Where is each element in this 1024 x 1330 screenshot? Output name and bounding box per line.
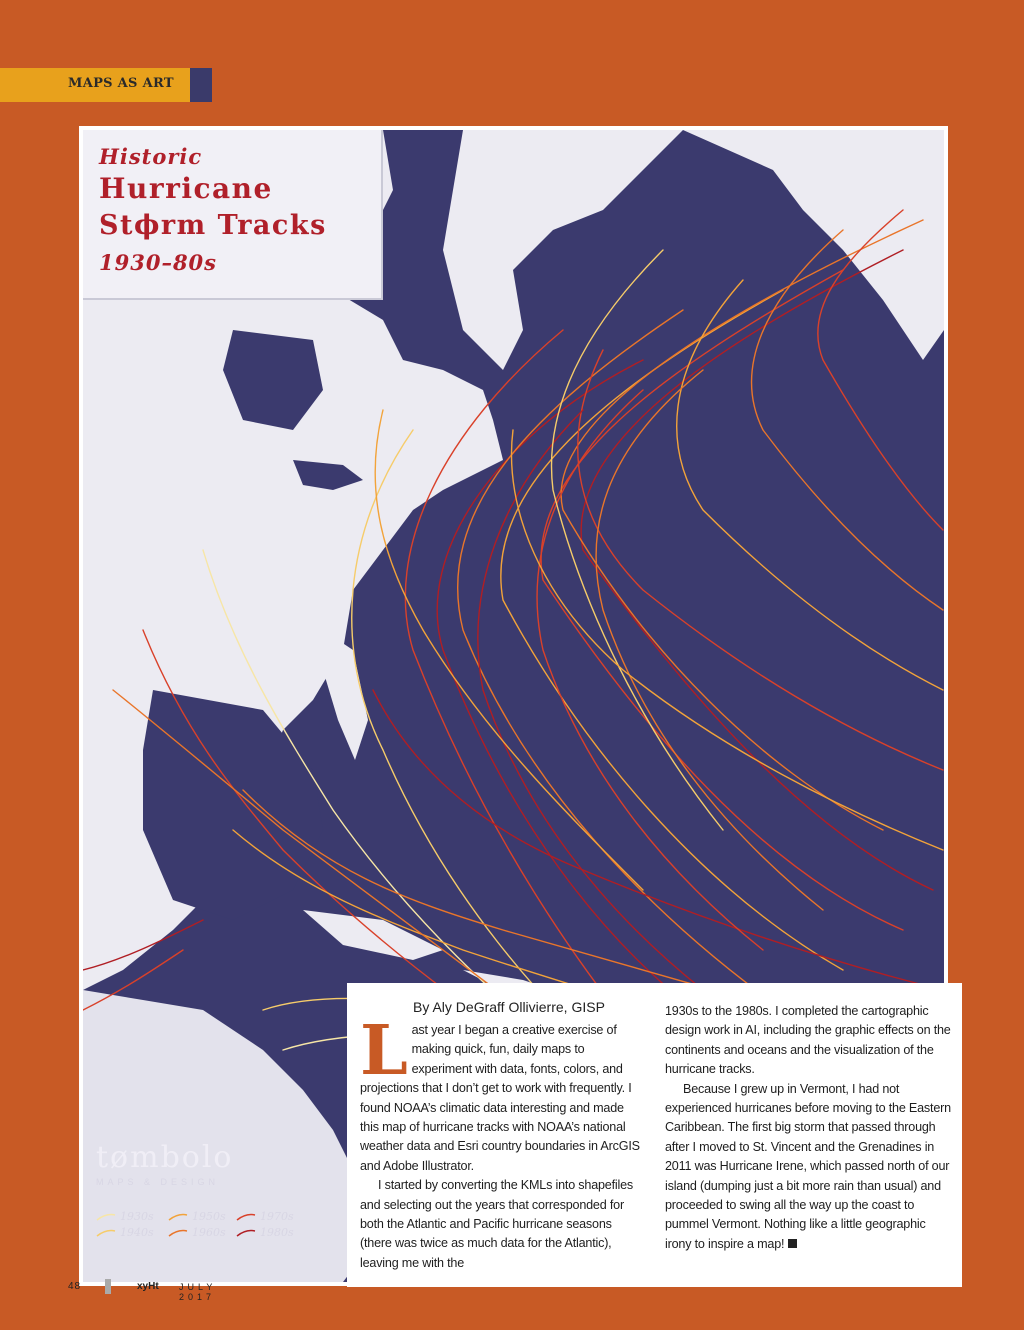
section-tag-bar <box>190 68 212 102</box>
paragraph-1 <box>360 1011 642 1176</box>
legend-item-1940s <box>96 1226 154 1239</box>
legend-item-1960s <box>168 1226 226 1239</box>
map-title-line3: Stϕrm Tracks <box>99 210 327 241</box>
legend-label: 1970s <box>260 1210 294 1223</box>
map-title-box <box>83 130 383 300</box>
paragraph-2: I started by converting the KMLs into shapefiles and selecting out the years that corresponded for both the Atlantic and Pacific hurricane seasons (there was twice as much data for the Atlantic), leaving me with the <box>360 1178 634 1270</box>
paragraph-4-text: Because I grew up in Vermont, I had not experienced hurricanes before moving to the Eastern Caribbean. The first big storm that passed through after I moved to St. Vincent and the Grenadines in 2011 was Hurricane Irene, which passed north of our island (dumping just a bit more rain than usual) and proceeded to swing all the way up the coast to pummel Vermont. Nothing like a little geographic irony to inspire a map! <box>665 1081 951 1251</box>
legend-label: 1930s <box>120 1210 154 1223</box>
legend-item-1970s <box>236 1210 294 1223</box>
logo-name: tømbolo <box>96 1140 234 1175</box>
legend-item-1950s <box>168 1210 226 1223</box>
paragraph-3: 1930s to the 1980s. I completed the cartographic design work in AI, including the graphic effects on the continents and oceans and the visualization of the hurricane tracks. <box>665 1004 951 1077</box>
map-title-line4: 1930–80s <box>99 250 217 275</box>
paragraph-1-text: ast year I began a creative exercise of making quick, fun, daily maps to experiment with data, fonts, colors, and projections that I don’t get to work with frequently. I found NOAA’s climatic data interesting and made this map of hurricane tracks with NOAA’s national weather data and Esri country boundaries in ArcGIS and Adobe Illustrator. <box>360 1023 640 1173</box>
legend-swatch-icon <box>236 1213 256 1221</box>
page-number: 48 <box>68 1281 82 1292</box>
legend-swatch-icon <box>236 1229 256 1237</box>
legend-label: 1940s <box>120 1226 154 1239</box>
legend-swatch-icon <box>168 1229 188 1237</box>
legend-label: 1960s <box>192 1226 226 1239</box>
byline: By Aly DeGraff Ollivierre, GISP <box>413 999 605 1015</box>
drop-cap: L <box>360 1011 408 1091</box>
end-mark-icon <box>788 1239 797 1248</box>
magazine-name: xyHt <box>137 1281 159 1292</box>
footer-separator <box>105 1279 111 1294</box>
gulf-water <box>143 690 323 920</box>
paragraph-4 <box>665 1080 955 1255</box>
article-text-box <box>347 983 962 1287</box>
section-label: MAPS AS ART <box>68 76 174 91</box>
map-title-line1: Historic <box>99 144 203 169</box>
section-tag <box>0 68 212 102</box>
logo-subtitle: MAPS & DESIGN <box>96 1177 220 1187</box>
article-column-1 <box>360 1011 642 1273</box>
legend-label: 1950s <box>192 1210 226 1223</box>
legend-swatch-icon <box>96 1213 116 1221</box>
map-title-line2: Hurricane <box>99 172 273 205</box>
legend-label: 1980s <box>260 1226 294 1239</box>
tombolo-logo <box>96 1140 234 1187</box>
legend-item-1980s <box>236 1226 294 1239</box>
legend-swatch-icon <box>96 1229 116 1237</box>
issue-date: JULY 2017 <box>179 1282 217 1302</box>
legend-swatch-icon <box>168 1213 188 1221</box>
legend-item-1930s <box>96 1210 154 1223</box>
article-column-2 <box>665 1002 955 1254</box>
